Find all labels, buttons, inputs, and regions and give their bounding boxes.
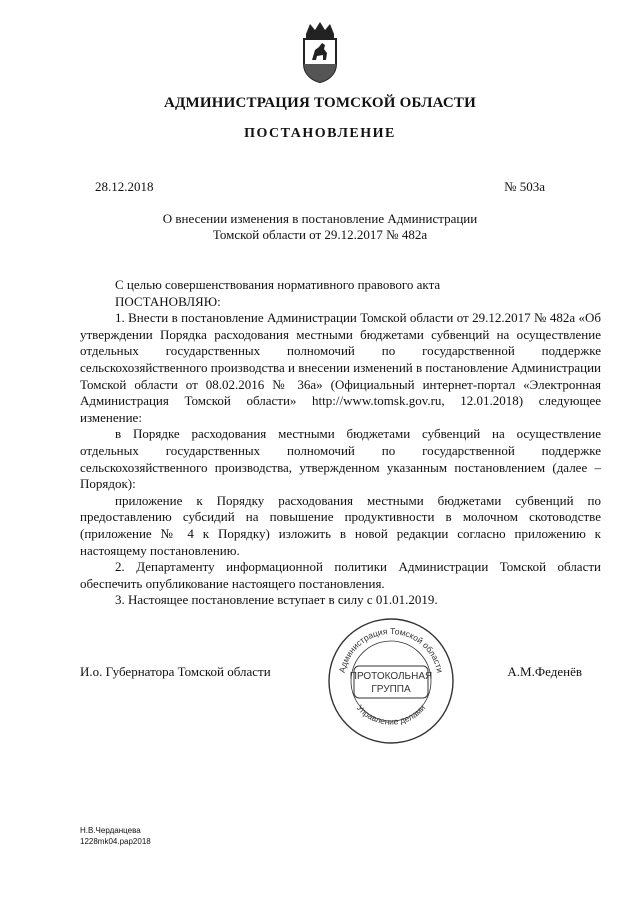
stamp-center-line-1: ПРОТОКОЛЬНАЯ [349, 671, 433, 682]
body-paragraph-appendix: приложение к Порядку расходования местными бюджетами субвенций по предоставлению субсидий на повышение продуктивности в молочном скотоводстве (приложение № 4 к Порядку) изложить в новой редакции согласно приложению к настоящему постановлению. [80, 492, 601, 558]
document-type-title: ПОСТАНОВЛЕНИЕ [244, 126, 396, 141]
stamp-outer-text: Администрация Томской области [336, 625, 446, 674]
coat-of-arms-icon [298, 20, 342, 84]
stamp-bottom-text: Управление делами [354, 702, 428, 727]
document-date: 28.12.2018 [95, 179, 154, 194]
document-number: № 503а [504, 179, 545, 194]
signatory-position: И.о. Губернатора Томской области [80, 664, 271, 679]
footer-author: Н.В.Черданцева [80, 826, 141, 835]
body-paragraph-item-3: 3. Настоящее постановление вступает в силу с 01.01.2019. [115, 592, 438, 608]
subject-line-2: Томской области от 29.12.2017 № 482а [212, 227, 428, 242]
document-subject [150, 211, 490, 243]
body-paragraph-intro: С целью совершенствования нормативного правового акта [115, 277, 441, 292]
document-body [80, 277, 602, 609]
body-paragraph-item-1: 1. Внести в постановление Администрации Томской области от 29.12.2017 № 482а «Об утверждении Порядка расходования местными бюджетами субвенций на осуществление отдельных государственных полномочий по государственной поддержке сельскохозяйственного производства и внесении изменений в постановление Администрации Томской области от 08.02.2016 № 36а» (Официальный интернет-портал «Электронная Администрация Томской области» http://www.tomsk.gov.ru, 12.01.2018) следующее изменение: [80, 310, 602, 425]
footer-file: 1228mk04.pap2018 [80, 837, 151, 846]
signatory-name: А.М.Феденёв [507, 664, 582, 679]
body-paragraph-order: в Порядке расходования местными бюджетами субвенций на осуществление отдельных государственных полномочий по государственной поддержке сельскохозяйственного производства, утвержденном указанным постановлением (далее – Порядок): [80, 426, 601, 492]
document-footer [80, 825, 151, 847]
body-paragraph-resolve: ПОСТАНОВЛЯЮ: [115, 293, 221, 309]
official-stamp [326, 616, 456, 746]
stamp-center-line-2: ГРУППА [371, 684, 411, 695]
body-paragraph-item-2: 2. Департаменту информационной политики Администрации Томской области обеспечить опубликование настоящего постановления. [80, 559, 601, 591]
organization-title: АДМИНИСТРАЦИЯ ТОМСКОЙ ОБЛАСТИ [164, 95, 476, 111]
subject-line-1: О внесении изменения в постановление Администрации [162, 211, 478, 226]
